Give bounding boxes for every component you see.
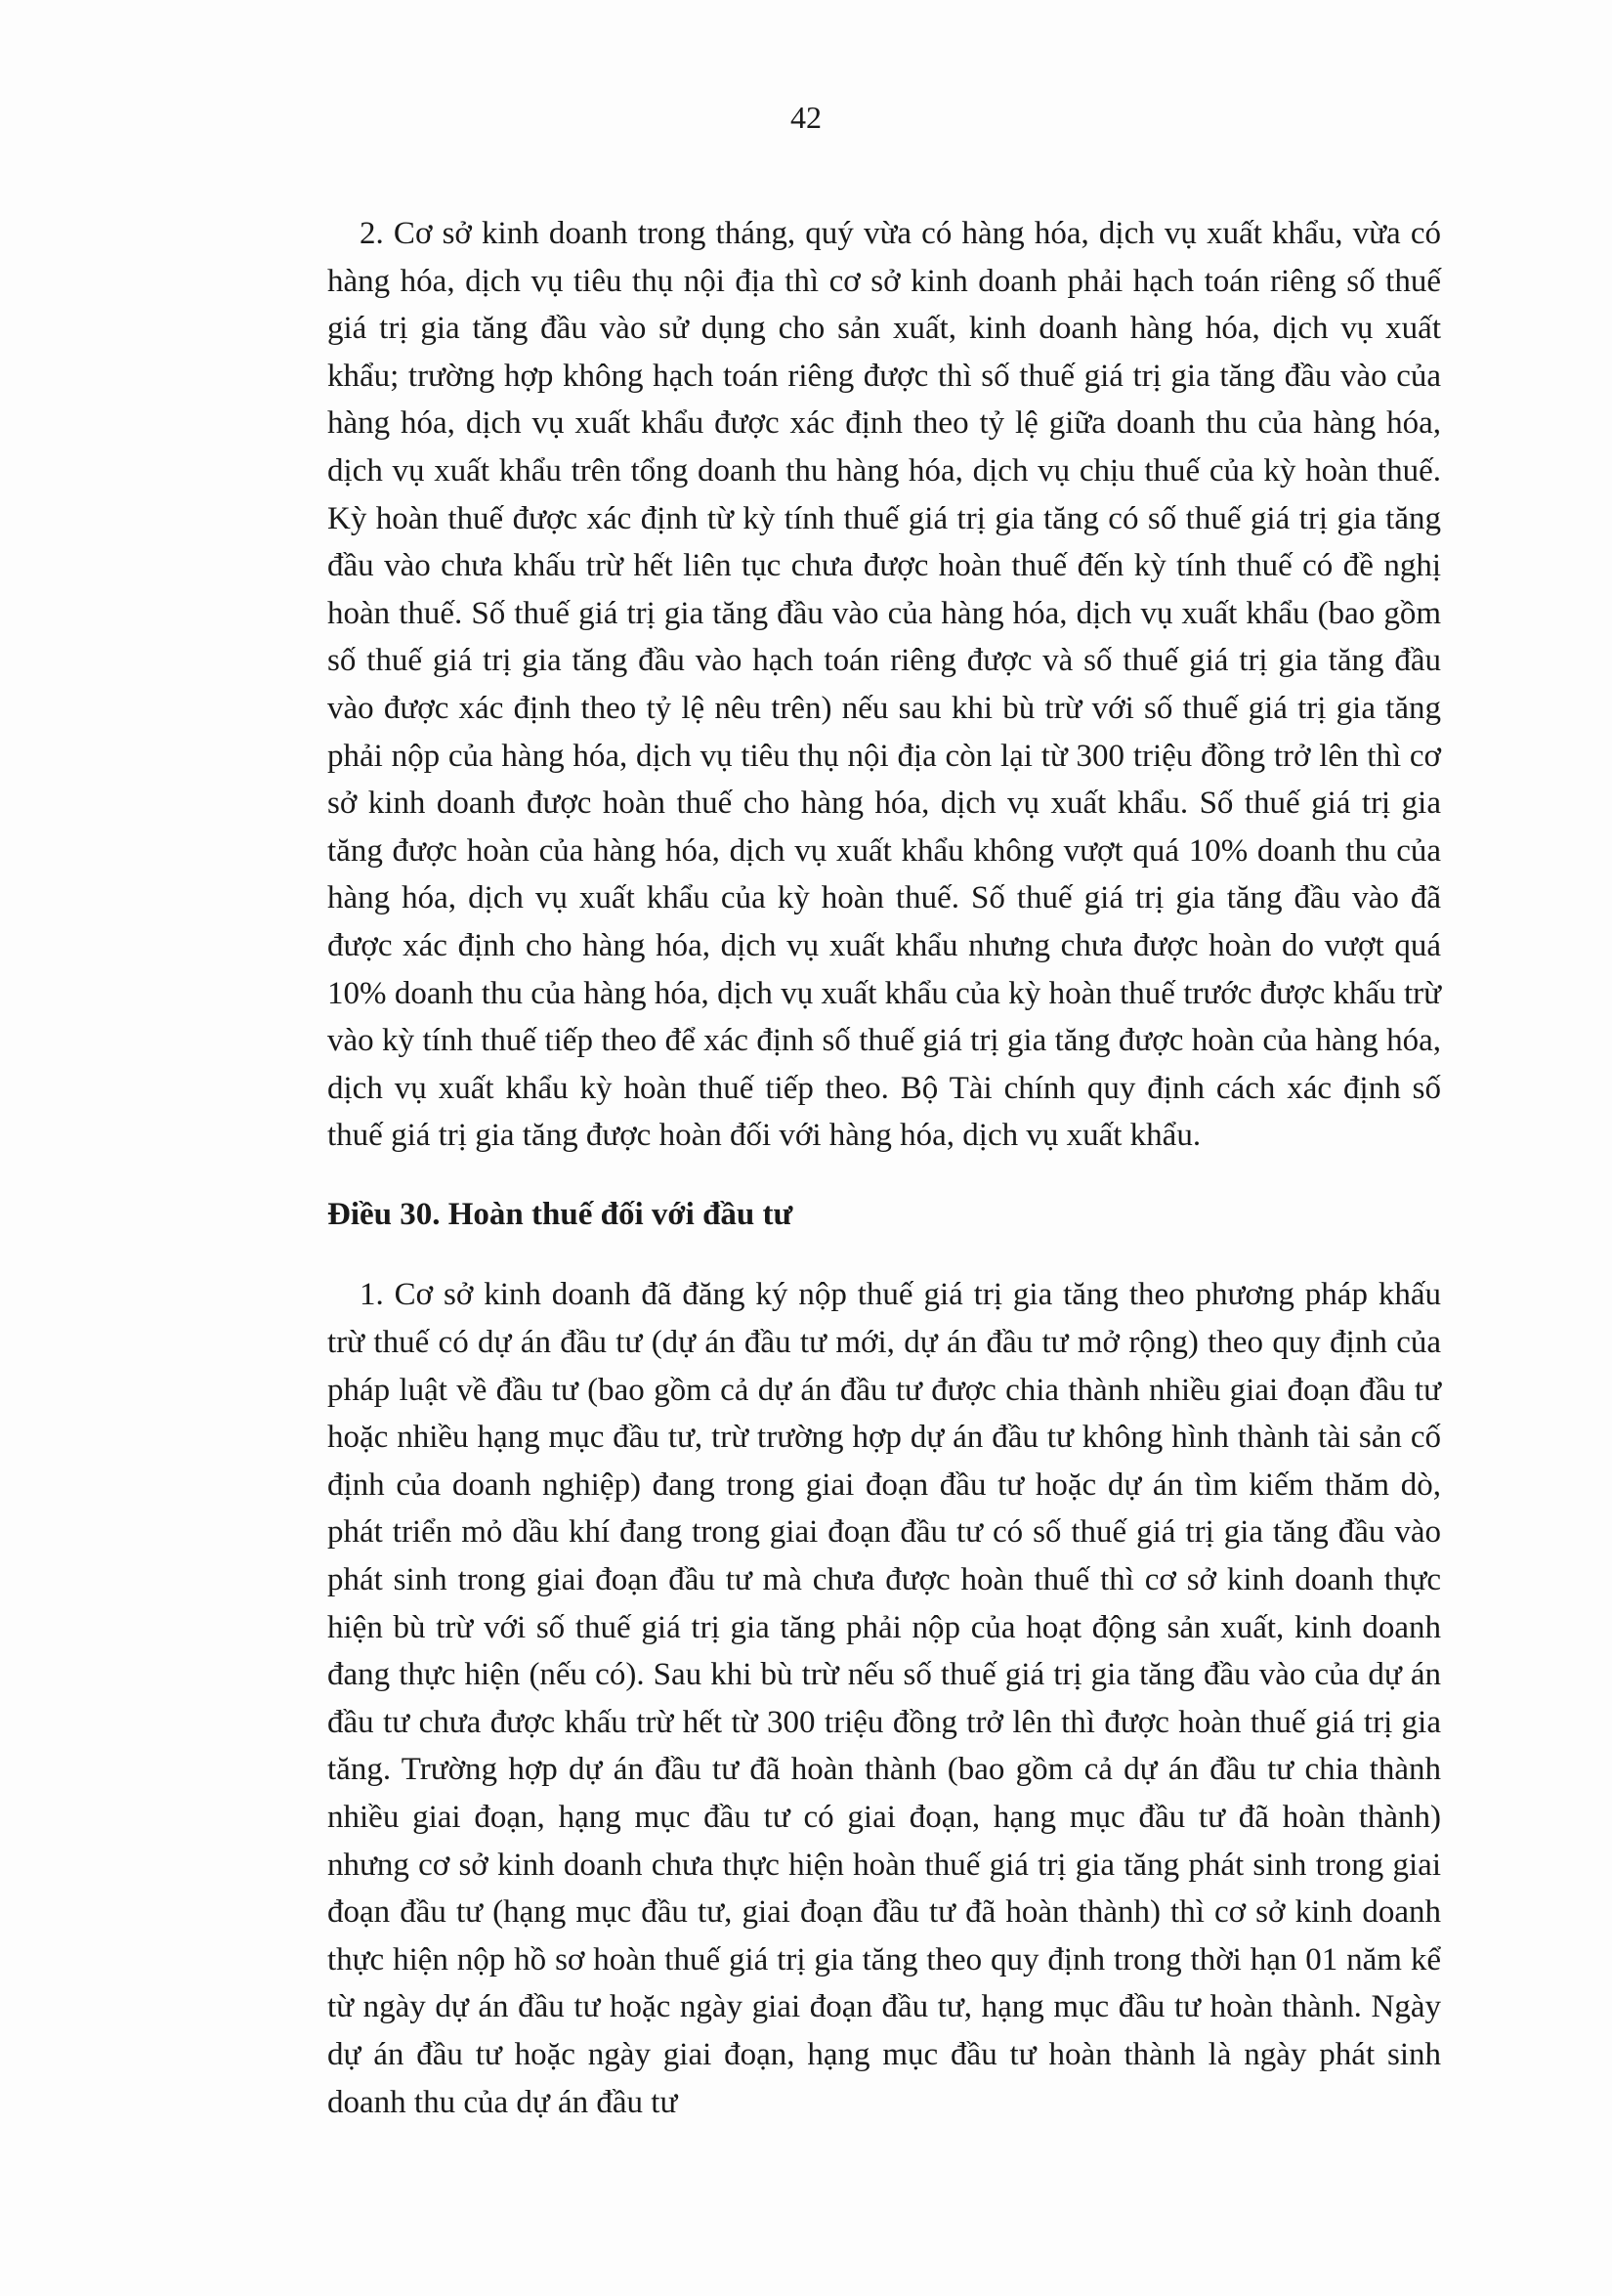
page-number: 42 (790, 100, 822, 135)
article-30-heading: Điều 30. Hoàn thuế đối với đầu tư (327, 1196, 793, 1232)
paragraph-article-30-clause-1: 1. Cơ sở kinh doanh đã đăng ký nộp thuế giá trị gia tăng theo phương pháp khấu trừ thuế có dự án đầu tư (dự án đầu tư mới, dự án đầu tư mở rộng) theo quy định của pháp luật về đầu tư (bao gồm cả dự án đầu tư được chia thành nhiều giai đoạn đầu tư hoặc nhiều hạng mục đầu tư, trừ trường hợp dự án đầu tư không hình thành tài sản cố định của doanh nghiệp) đang trong giai đoạn đầu tư hoặc dự án tìm kiếm thăm dò, phát triển mỏ dầu khí đang trong giai đoạn đầu tư có số thuế giá trị gia tăng đầu vào phát sinh trong giai đoạn đầu tư mà chưa được hoàn thuế thì cơ sở kinh doanh thực hiện bù trừ với số thuế giá trị gia tăng phải nộp của hoạt động sản xuất, kinh doanh đang thực hiện (nếu có). Sau khi bù trừ nếu số thuế giá trị gia tăng đầu vào của dự án đầu tư chưa được khấu trừ hết từ 300 triệu đồng trở lên thì được hoàn thuế giá trị gia tăng. Trường hợp dự án đầu tư đã hoàn thành (bao gồm cả dự án đầu tư chia thành nhiều giai đoạn, hạng mục đầu tư có giai đoạn, hạng mục đầu tư đã hoàn thành) nhưng cơ sở kinh doanh chưa thực hiện hoàn thuế giá trị gia tăng phát sinh trong giai đoạn đầu tư (hạng mục đầu tư, giai đoạn đầu tư đã hoàn thành) thì cơ sở kinh doanh thực hiện nộp hồ sơ hoàn thuế giá trị gia tăng theo quy định trong thời hạn 01 năm kể từ ngày dự án đầu tư hoặc ngày giai đoạn đầu tư, hạng mục đầu tư hoàn thành. Ngày dự án đầu tư hoặc ngày giai đoạn, hạng mục đầu tư hoàn thành là ngày phát sinh doanh thu của dự án đầu tư (327, 1277, 1441, 2120)
paragraph-clause-2: 2. Cơ sở kinh doanh trong tháng, quý vừa có hàng hóa, dịch vụ xuất khẩu, vừa có hàng hóa, dịch vụ tiêu thụ nội địa thì cơ sở kinh doanh phải hạch toán riêng số thuế giá trị gia tăng đầu vào sử dụng cho sản xuất, kinh doanh hàng hóa, dịch vụ xuất khẩu; trường hợp không hạch toán riêng được thì số thuế giá trị gia tăng đầu vào của hàng hóa, dịch vụ xuất khẩu được xác định theo tỷ lệ giữa doanh thu của hàng hóa, dịch vụ xuất khẩu trên tổng doanh thu hàng hóa, dịch vụ chịu thuế của kỳ hoàn thuế. Kỳ hoàn thuế được xác định từ kỳ tính thuế giá trị gia tăng có số thuế giá trị gia tăng đầu vào chưa khấu trừ hết liên tục chưa được hoàn thuế đến kỳ tính thuế có đề nghị hoàn thuế. Số thuế giá trị gia tăng đầu vào của hàng hóa, dịch vụ xuất khẩu (bao gồm số thuế giá trị gia tăng đầu vào hạch toán riêng được và số thuế giá trị gia tăng đầu vào được xác định theo tỷ lệ nêu trên) nếu sau khi bù trừ với số thuế giá trị gia tăng phải nộp của hàng hóa, dịch vụ tiêu thụ nội địa còn lại từ 300 triệu đồng trở lên thì cơ sở kinh doanh được hoàn thuế cho hàng hóa, dịch vụ xuất khẩu. Số thuế giá trị gia tăng được hoàn của hàng hóa, dịch vụ xuất khẩu không vượt quá 10% doanh thu của hàng hóa, dịch vụ xuất khẩu của kỳ hoàn thuế. Số thuế giá trị gia tăng đầu vào đã được xác định cho hàng hóa, dịch vụ xuất khẩu nhưng chưa được hoàn do vượt quá 10% doanh thu của hàng hóa, dịch vụ xuất khẩu của kỳ hoàn thuế trước được khấu trừ vào kỳ tính thuế tiếp theo để xác định số thuế giá trị gia tăng được hoàn của hàng hóa, dịch vụ xuất khẩu kỳ hoàn thuế tiếp theo. Bộ Tài chính quy định cách xác định số thuế giá trị gia tăng được hoàn đối với hàng hóa, dịch vụ xuất khẩu. (327, 216, 1441, 1154)
document-body (327, 210, 1441, 2126)
